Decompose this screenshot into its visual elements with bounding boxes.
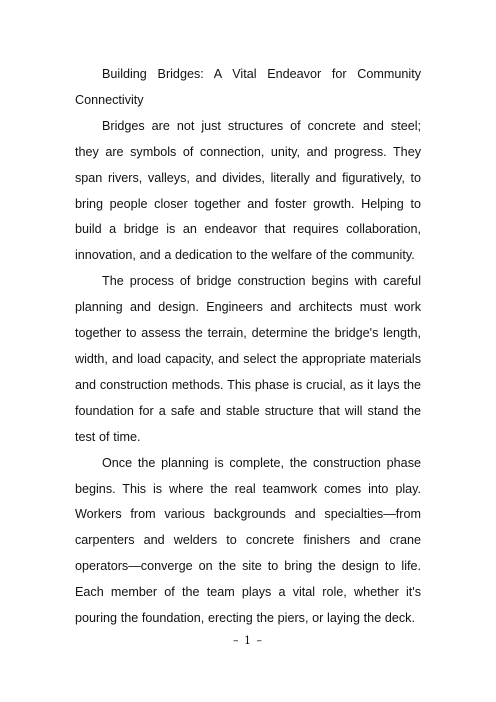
paragraph-1: Bridges are not just structures of concrete and steel; they are symbols of connection, unity, and progress. They span rivers, valleys, and divides, literally and figuratively, to bring people closer together and foster growth. Helping to build a bridge is an endeavor that requires collaboration, innovation, and a dedication to the welfare of the community. bbox=[75, 118, 421, 263]
paragraph-2: The process of bridge construction begins with careful planning and design. Engineers and architects must work together to assess the terrain, determine the bridge's length, width, and load capacity, and select the appropriate materials and construction methods. This phase is crucial, as it lays the foundation for a safe and stable structure that will stand the test of time. bbox=[75, 274, 421, 444]
page-number: – 1 – bbox=[233, 634, 263, 647]
document-page bbox=[75, 62, 421, 632]
paragraph-3: Once the planning is complete, the construction phase begins. This is where the real teamwork comes into play. Workers from various backgrounds and specialties—from carpenters and welders to concrete finishers and crane operators—converge on the site to bring the design to life. Each member of the team plays a vital role, whether it's pouring the foundation, erecting the piers, or laying the deck. bbox=[75, 455, 421, 626]
document-title: Building Bridges: A Vital Endeavor for Community Connectivity bbox=[75, 67, 421, 107]
